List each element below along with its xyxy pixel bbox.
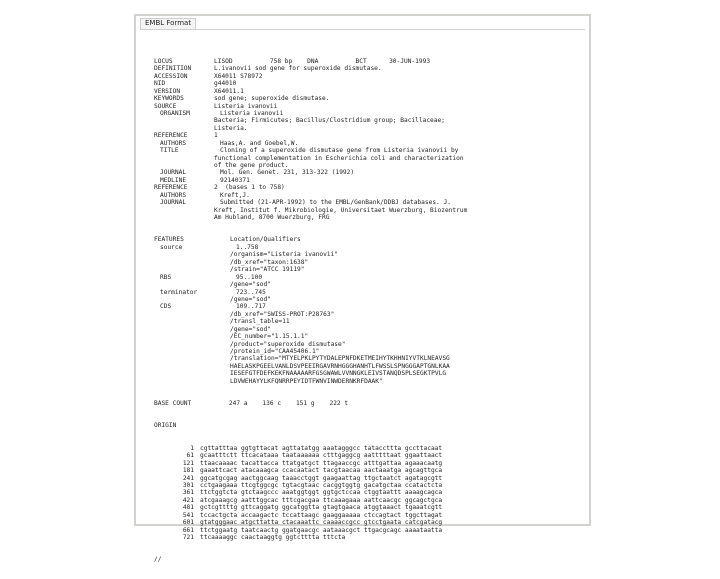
field-key — [154, 281, 230, 288]
field-value: g44010 — [214, 80, 237, 88]
field-key — [154, 155, 214, 162]
field-key: SOURCE — [154, 102, 177, 110]
field-value: sod gene; superoxide dismutase. — [214, 95, 330, 103]
field-key: AUTHORS — [160, 139, 187, 147]
field-value: /protein_id="CAA45406.1" — [230, 348, 320, 355]
field-key: ORGANISM — [160, 109, 190, 117]
features-row — [154, 355, 467, 362]
field-key: NID — [154, 80, 166, 88]
sequence-bases: gtatgggaac atgcttatta ctacaaattc caaaaccgcc gtcctgaata catcgatacg — [200, 519, 443, 527]
sequence-row — [154, 512, 467, 519]
sequence-bases: gctcgttttg gttcaggatg ggcatggtta gtagtgaaca atggtaaact tgaaatcgtt — [200, 504, 443, 512]
field-key — [154, 117, 214, 124]
features-row — [154, 296, 467, 303]
features-row — [154, 311, 467, 318]
sequence-bases: cgttatttaa ggtgttacat agttatatgg aaatagggcc tataccttta gccttacaat — [200, 444, 443, 452]
sequence-position: 241 — [182, 474, 194, 482]
field-value: X64011 S78972 — [214, 72, 263, 80]
features-row — [154, 281, 467, 288]
sequence-position: 181 — [182, 467, 194, 475]
field-value: 109..717 — [236, 303, 266, 311]
sequence-row — [154, 467, 467, 474]
field-value: /transl_table=11 — [230, 318, 290, 326]
header-row — [154, 184, 467, 191]
features-row — [154, 341, 467, 348]
sequence-position: 121 — [182, 459, 194, 467]
header-row — [154, 214, 467, 221]
field-value: X64011.1 — [214, 87, 244, 95]
field-key: DEFINITION — [154, 65, 192, 73]
field-value: of the gene product. — [214, 162, 289, 170]
field-value: Mol. Gen. Genet. 231, 313-322 (1992) — [220, 169, 355, 177]
field-value: Location/Qualifiers — [230, 236, 301, 244]
field-key — [154, 266, 230, 273]
field-key: KEYWORDS — [154, 95, 184, 103]
field-value: 2 (bases 1 to 758) — [214, 184, 285, 192]
features-row — [154, 244, 467, 251]
field-value: L.ivanovii sod gene for superoxide dismutase. — [214, 65, 382, 73]
header-row — [154, 199, 467, 206]
field-key — [154, 363, 230, 370]
features-row — [154, 259, 467, 266]
field-key — [154, 333, 230, 340]
field-value: LDVWEHAYYLKFQNRRPEYIDTFWNVINWDERNKRFDAAK" — [230, 377, 383, 385]
document-frame — [134, 14, 591, 564]
field-key — [154, 355, 230, 362]
features-row — [154, 326, 467, 333]
sequence-row — [154, 445, 467, 452]
sequence-row — [154, 475, 467, 482]
field-value: /product="superoxide dismutase" — [230, 340, 346, 348]
field-value: /gene="sod" — [230, 295, 271, 303]
field-value: /gene="sod" — [230, 325, 271, 333]
header-row — [154, 125, 467, 132]
field-value: Listeria ivanovii — [214, 102, 278, 110]
header-row — [154, 132, 467, 139]
sequence-position: 301 — [182, 481, 194, 489]
sequence-row — [154, 497, 467, 504]
sequence-bases: tccactgcta accaagactc tccattaagc gaaggaaaaa ctccagtact tggcttagat — [200, 511, 443, 519]
features-row — [154, 303, 467, 310]
field-value: /strain="ATCC 19119" — [230, 266, 305, 274]
header-row — [154, 169, 467, 176]
field-value: IESEFGTFDEFKEKFNAAAAARFGSGWAWLVVNNGKLEIVSTANQDSPLSEGKTPVLG — [230, 370, 447, 378]
header-row — [154, 80, 467, 87]
field-key: ACCESSION — [154, 72, 188, 80]
field-value: Listeria ivanovii — [220, 109, 284, 117]
field-value: /db_xref="SWISS-PROT:P28763" — [230, 310, 335, 318]
field-key: RBS — [160, 273, 172, 281]
field-key — [154, 370, 230, 377]
header-row — [154, 65, 467, 72]
field-value: 95..100 — [236, 273, 263, 281]
field-key: REFERENCE — [154, 184, 188, 192]
field-key — [154, 259, 230, 266]
field-key — [154, 348, 230, 355]
header-row — [154, 177, 467, 184]
sequence-bases: ttaacaaaac tacattacca ttatgatgct ttagaaccgc atttgattaa agaaacaatg — [200, 459, 443, 467]
header-row — [154, 103, 467, 110]
field-value: /gene="sod" — [230, 281, 271, 289]
sequence-row — [154, 504, 467, 511]
sequence-row — [154, 482, 467, 489]
sequence-position: 481 — [182, 504, 194, 512]
field-value: 1..758 — [236, 243, 259, 251]
record-content — [154, 43, 467, 579]
features-row — [154, 236, 467, 243]
field-key — [154, 326, 230, 333]
field-key — [154, 214, 214, 221]
sequence-bases: ttcaaaaggc caactaaggtg ggtctttta tttcta — [200, 534, 346, 542]
sequence-position: 661 — [182, 526, 194, 534]
features-row — [154, 318, 467, 325]
sequence-position: 421 — [182, 496, 194, 504]
sequence-row — [154, 489, 467, 496]
header-row — [154, 162, 467, 169]
record-terminator: // — [154, 556, 162, 564]
sequence-bases: gaaattcact atacaaagca ccacaatact tacgtaacaa aactaaatga agcagttgca — [200, 467, 443, 475]
header-row — [154, 155, 467, 162]
field-key: JOURNAL — [160, 169, 187, 177]
field-key: LOCUS — [154, 57, 173, 65]
features-row — [154, 289, 467, 296]
field-value: Am Hubland, 8700 Wuerzburg, FRG — [214, 214, 330, 222]
field-key — [154, 341, 230, 348]
sequence-position: 1 — [190, 444, 194, 452]
sequence-position: 61 — [186, 452, 194, 460]
field-value: /db_xref="taxon:1638" — [230, 258, 309, 266]
sequence-row — [154, 460, 467, 467]
sequence-section — [154, 445, 467, 542]
field-key: AUTHORS — [160, 191, 187, 199]
field-value: Kreft,J. — [220, 191, 250, 199]
header-row — [154, 58, 467, 65]
field-key — [154, 311, 230, 318]
field-key: REFERENCE — [154, 132, 188, 140]
field-key: source — [160, 243, 183, 251]
sequence-bases: ggcatgcgag aactggcaag taaacctggt gaagaattag ttgctaatct agatagcgtt — [200, 474, 443, 482]
field-key: terminator — [160, 288, 198, 296]
header-row — [154, 140, 467, 147]
sequence-position: 541 — [182, 511, 194, 519]
base-count-row — [154, 400, 467, 407]
features-row — [154, 274, 467, 281]
field-value: 1 — [214, 132, 218, 140]
format-tab[interactable]: EMBL Format — [140, 18, 196, 30]
sequence-bases: ttctggtcta gtctaagccc aaatggtggt ggtgctccaa ctggtaattt aaaagcagca — [200, 489, 443, 497]
sequence-position: 721 — [182, 534, 194, 542]
features-row — [154, 363, 467, 370]
features-row — [154, 333, 467, 340]
sequence-row — [154, 527, 467, 534]
field-value: Submitted (21-APR-1992) to the EMBL/GenBank/DDBJ databases. J. — [220, 199, 451, 207]
features-row — [154, 370, 467, 377]
field-value: /organism="Listeria ivanovii" — [230, 251, 339, 259]
field-value: Bacteria; Firmicutes; Bacillus/Clostridium group; Bacillaceae; — [214, 117, 445, 125]
sequence-row — [154, 534, 467, 541]
field-key: TITLE — [160, 147, 179, 155]
field-value: Cloning of a superoxide dismutase gene from Listeria ivanovii by — [220, 147, 459, 155]
tab-separator — [140, 29, 585, 30]
header-section — [154, 58, 467, 222]
sequence-position: 361 — [182, 489, 194, 497]
field-key: MEDLINE — [160, 176, 187, 184]
field-key — [154, 162, 214, 169]
features-row — [154, 251, 467, 258]
origin-row — [154, 422, 467, 429]
field-value: /EC_number="1.15.1.1" — [230, 333, 309, 341]
header-row — [154, 117, 467, 124]
field-key — [154, 296, 230, 303]
field-key: VERSION — [154, 87, 181, 95]
sequence-bases: cctgaagaaa ttcgtggcgc tgtacgtaac cacggtggtg gacatgctaa ccatactcta — [200, 481, 443, 489]
sequence-bases: gcaatttctt ttcacataaa taataaaaaa ctttgaggcg aatttttaat ggaattaact — [200, 452, 443, 460]
field-value: 92140371 — [220, 176, 250, 184]
field-value: /translation="MTYELPKLPYTYDALEPNFDKETMEIHYTKHHNIYVTKLNEAVSG — [230, 355, 450, 363]
features-row — [154, 378, 467, 385]
field-key — [154, 207, 214, 214]
field-value: Kreft, Institut f. Mikrobiologie, Universitaet Wuerzburg, Biozentrum — [214, 206, 468, 214]
header-row — [154, 110, 467, 117]
header-row — [154, 147, 467, 154]
header-row — [154, 207, 467, 214]
sequence-bases: ttctggaatg taatcaactg ggatgaacgc aataaacgct ttgacgcagc aaaataatta — [200, 526, 443, 534]
features-row — [154, 348, 467, 355]
origin-label: ORIGIN — [154, 422, 177, 430]
sequence-row — [154, 452, 467, 459]
field-key: JOURNAL — [160, 199, 187, 207]
header-row — [154, 73, 467, 80]
header-row — [154, 192, 467, 199]
header-row — [154, 88, 467, 95]
features-row — [154, 266, 467, 273]
field-key: CDS — [160, 303, 172, 311]
field-value: Listeria. — [214, 124, 248, 132]
base-count-key: BASE COUNT — [154, 400, 192, 408]
features-section — [154, 236, 467, 385]
sequence-row — [154, 519, 467, 526]
base-count-value: 247 a 136 c 151 g 222 t — [214, 400, 349, 408]
sequence-position: 601 — [182, 519, 194, 527]
sequence-bases: atcgaaagcg aatttggcac tttcgacgaa ttcaaagaaa aattcaacgc ggcagctgca — [200, 496, 443, 504]
field-key — [154, 251, 230, 258]
header-row — [154, 95, 467, 102]
field-value: 723..745 — [236, 288, 266, 296]
record-end-row — [154, 556, 467, 563]
field-key: FEATURES — [154, 236, 184, 244]
field-value: LISOD 758 bp DNA BCT 30-JUN-1993 — [214, 57, 431, 65]
field-value: functional complementation in Escherichia coli and characterization — [214, 154, 464, 162]
field-value: Haas,A. and Goebel,W. — [220, 139, 299, 147]
field-value: HAELASKPGEELVANLDSVPEEIRGAVRNHGGGHANHTLFWSSLSPNGGGAPTGNLKAA — [230, 362, 450, 370]
field-key — [154, 378, 230, 385]
field-key — [154, 318, 230, 325]
field-key — [154, 125, 214, 132]
